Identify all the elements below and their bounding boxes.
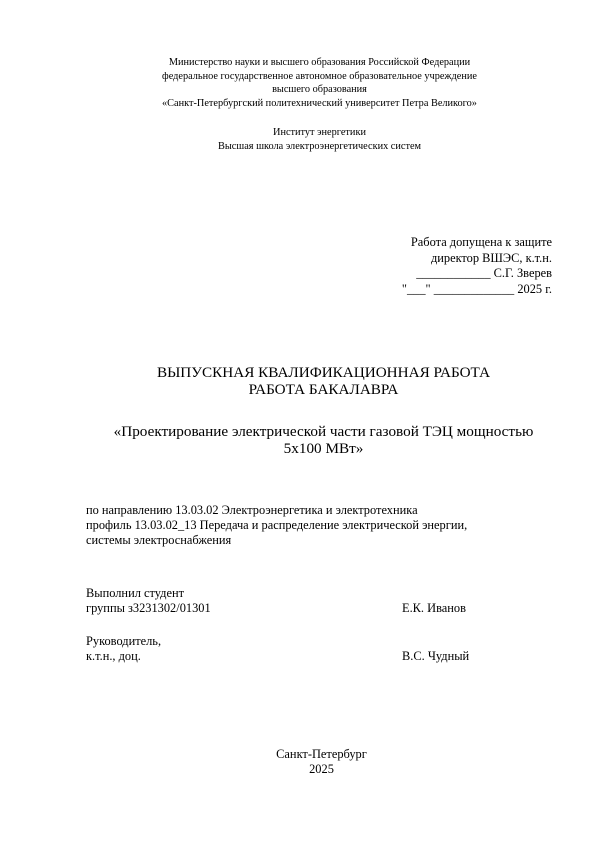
ministry-line: «Санкт-Петербургский политехнический университет Петра Великого» xyxy=(162,97,477,109)
student-label: Выполнил студент xyxy=(86,586,184,600)
institute-name: Институт энергетики xyxy=(273,127,366,138)
approval-block xyxy=(402,235,552,297)
direction-line: по направлению 13.03.02 Электроэнергетика и электротехника xyxy=(86,503,418,517)
approval-signature-line: ____________ С.Г. Зверев xyxy=(416,266,552,280)
profile-line: профиль 13.03.02_13 Передача и распределение электрической энергии, xyxy=(86,518,468,532)
approval-date-line: "___" _____________ 2025 г. xyxy=(401,281,552,296)
approval-line: директор ВШЭС, к.т.н. xyxy=(430,250,552,265)
student-group: группы з3231302/01301 xyxy=(86,601,211,615)
ministry-line: Министерство науки и высшего образования Российской Федерации xyxy=(168,57,471,68)
ministry-line: высшего образования xyxy=(272,84,367,95)
student-label-row xyxy=(86,586,506,601)
student-signature-block xyxy=(86,586,506,616)
ministry-header xyxy=(22,56,595,110)
institute-header xyxy=(22,126,595,153)
work-topic xyxy=(26,423,595,457)
approval-line: Работа допущена к защите xyxy=(410,235,552,249)
supervisor-degree-row xyxy=(86,649,506,664)
work-topic-line: «Проектирование электрической части газовой ТЭЦ мощностью xyxy=(113,423,534,440)
school-name: Высшая школа электроэнергетических систем xyxy=(217,140,422,152)
supervisor-label-row xyxy=(86,634,506,649)
footer xyxy=(24,747,595,777)
profile-line: системы электроснабжения xyxy=(86,533,232,547)
student-group-row xyxy=(86,601,506,616)
footer-city: Санкт-Петербург xyxy=(276,747,367,761)
work-type-line: ВЫПУСКНАЯ КВАЛИФИКАЦИОННАЯ РАБОТА xyxy=(156,364,491,381)
work-topic-line: 5х100 МВт» xyxy=(283,440,364,457)
work-type-line: РАБОТА БАКАЛАВРА xyxy=(248,381,399,398)
ministry-line: федеральное государственное автономное образовательное учреждение xyxy=(162,70,477,82)
supervisor-name: В.С. Чудный xyxy=(402,649,470,663)
footer-year: 2025 xyxy=(309,762,334,776)
student-name: Е.К. Иванов xyxy=(402,601,466,615)
work-type xyxy=(26,364,595,398)
supervisor-degree: к.т.н., доц. xyxy=(86,649,141,663)
direction-block xyxy=(86,503,467,548)
supervisor-label: Руководитель, xyxy=(86,634,162,648)
supervisor-signature-block xyxy=(86,634,506,664)
